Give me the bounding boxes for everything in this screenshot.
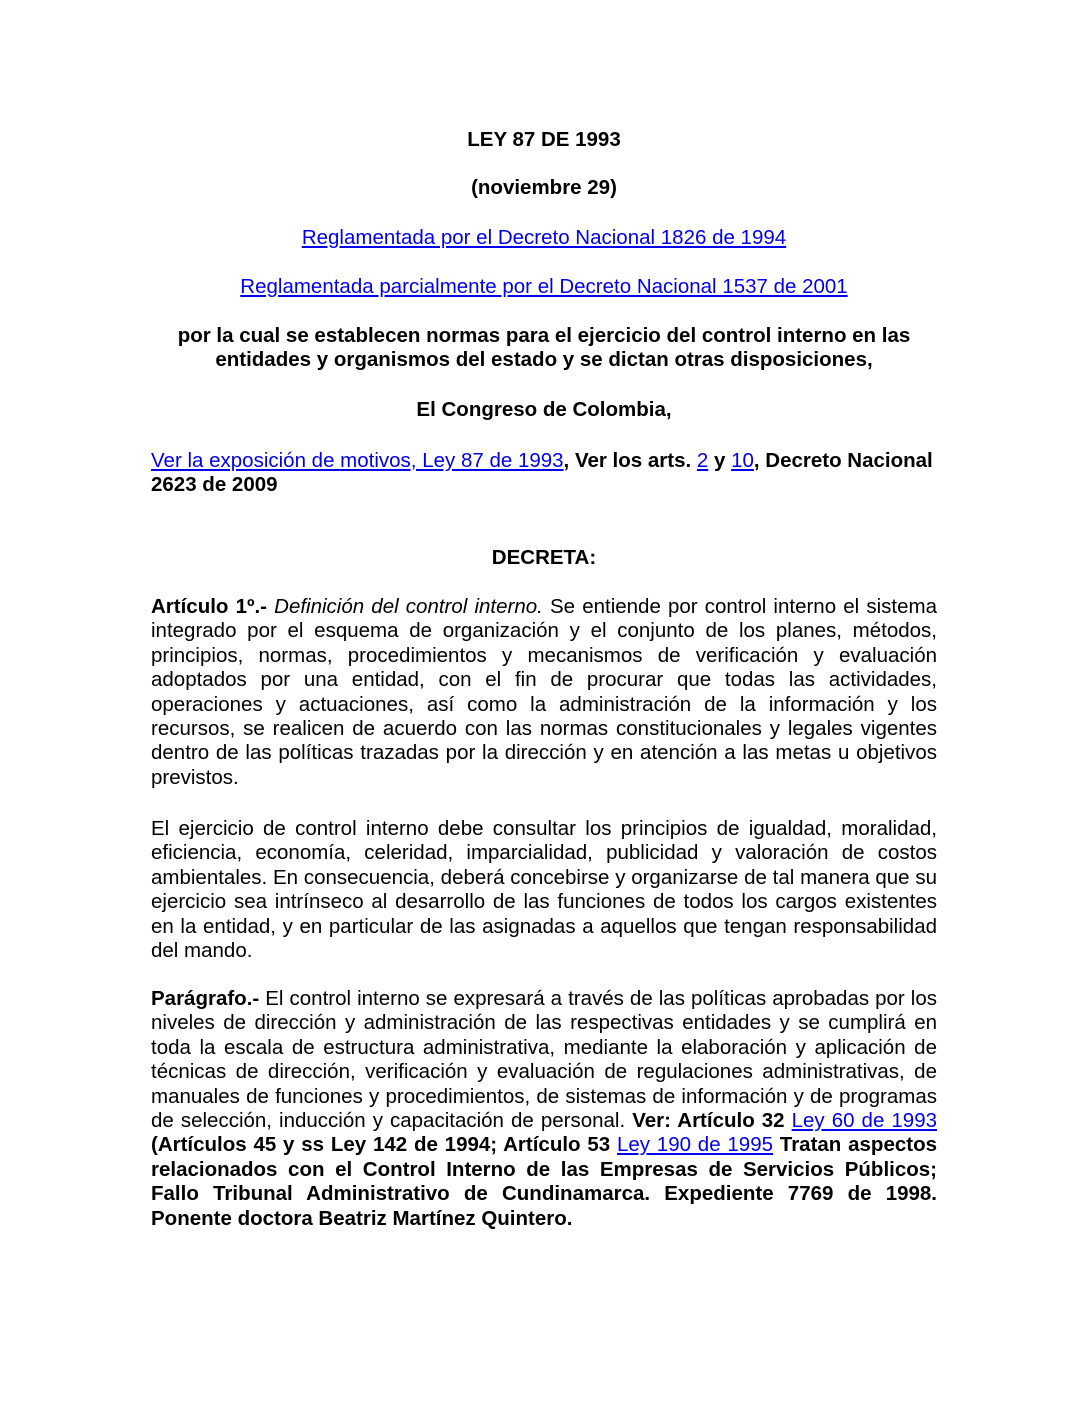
regulation-line-1 [151,226,937,250]
references-line [151,449,937,498]
ver-mid: (Artículos 45 y ss Ley 142 de 1994; Artículo 53 [151,1133,617,1157]
regulation-line-2 [151,275,937,299]
article-1-label: Artículo 1º.- [151,595,267,618]
article-1-body: Se entiende por control interno el sistema integrado por el esquema de organización y el conjunto de los planes, métodos, principios, normas, procedimientos y mecanismos de verificación y evaluación adoptados por una entidad, con el fin de procurar que todas las actividades, operaciones y actuaciones, así como la administración de la información y los recursos, se realicen de acuerdo con las normas constitucionales y legales vigentes dentro de las políticas trazadas por la dirección y en atención a las metas u objetivos previstos. [151,595,937,789]
decreto-text: , Decreto Nacional 2623 de 2009 [151,449,933,497]
ley-190-link[interactable]: Ley 190 de 1995 [616,1133,774,1157]
decreta-heading: DECRETA: [491,546,597,569]
ley-60-link[interactable]: Ley 60 de 1993 [791,1109,937,1133]
ver-arts-text: , Ver los arts. [563,449,697,472]
issuer: El Congreso de Colombia, [416,398,672,421]
ver-prefix: Ver: Artículo 32 [632,1109,792,1133]
law-title: LEY 87 DE 1993 [467,128,621,151]
art-10-link[interactable]: 10 [731,449,754,472]
regulation-link-1826[interactable]: Reglamentada por el Decreto Nacional 1826 de 1994 [301,226,787,249]
motivos-link[interactable]: Ver la exposición de motivos, Ley 87 de 1993 [151,449,564,472]
art-2-link[interactable]: 2 [696,449,709,472]
paragrafo-label: Parágrafo.- [151,987,260,1010]
law-date: (noviembre 29) [471,176,617,199]
article-1-title: Definición del control interno. [274,595,543,618]
paragraph-2: El ejercicio de control interno debe consultar los principios de igualdad, moralidad, eficiencia, economía, celeridad, imparcialidad, publicidad y valoración de costos ambientales. En consecuencia, deberá concebirse y organizarse de tal manera que su ejercicio sea intrínseco al desarrollo de las funciones de todos los cargos existentes en la entidad, y en particular de las asignadas a aquellos que tengan responsabilidad del mando. [151,817,937,963]
ver-tail: Tratan aspectos relacionados con el Control Interno de las Empresas de Servicios Públicos; Fallo Tribunal Administrativo de Cundinamarca. Expediente 7769 de 1998. Ponente doctora Beatriz Martínez Quintero. [151,1133,937,1230]
paragrafo [151,987,937,1231]
y-text: y [708,449,732,472]
law-subject: por la cual se establecen normas para el ejercicio del control interno en las entidades y organismos del estado y se dictan otras disposiciones, [177,324,911,372]
regulation-link-1537[interactable]: Reglamentada parcialmente por el Decreto Nacional 1537 de 2001 [240,275,848,298]
paragrafo-body: El control interno se expresará a través de las políticas aprobadas por los niveles de dirección y administración de las respectivas entidades y se cumplirá en toda la escala de estructura administrativa, mediante la elaboración y aplicación de técnicas de dirección, verificación y evaluación de regulaciones administrativas, de manuales de funciones y procedimientos, de sistemas de información y de programas de selección, inducción y capacitación de personal. [151,987,937,1133]
article-1 [151,595,937,790]
